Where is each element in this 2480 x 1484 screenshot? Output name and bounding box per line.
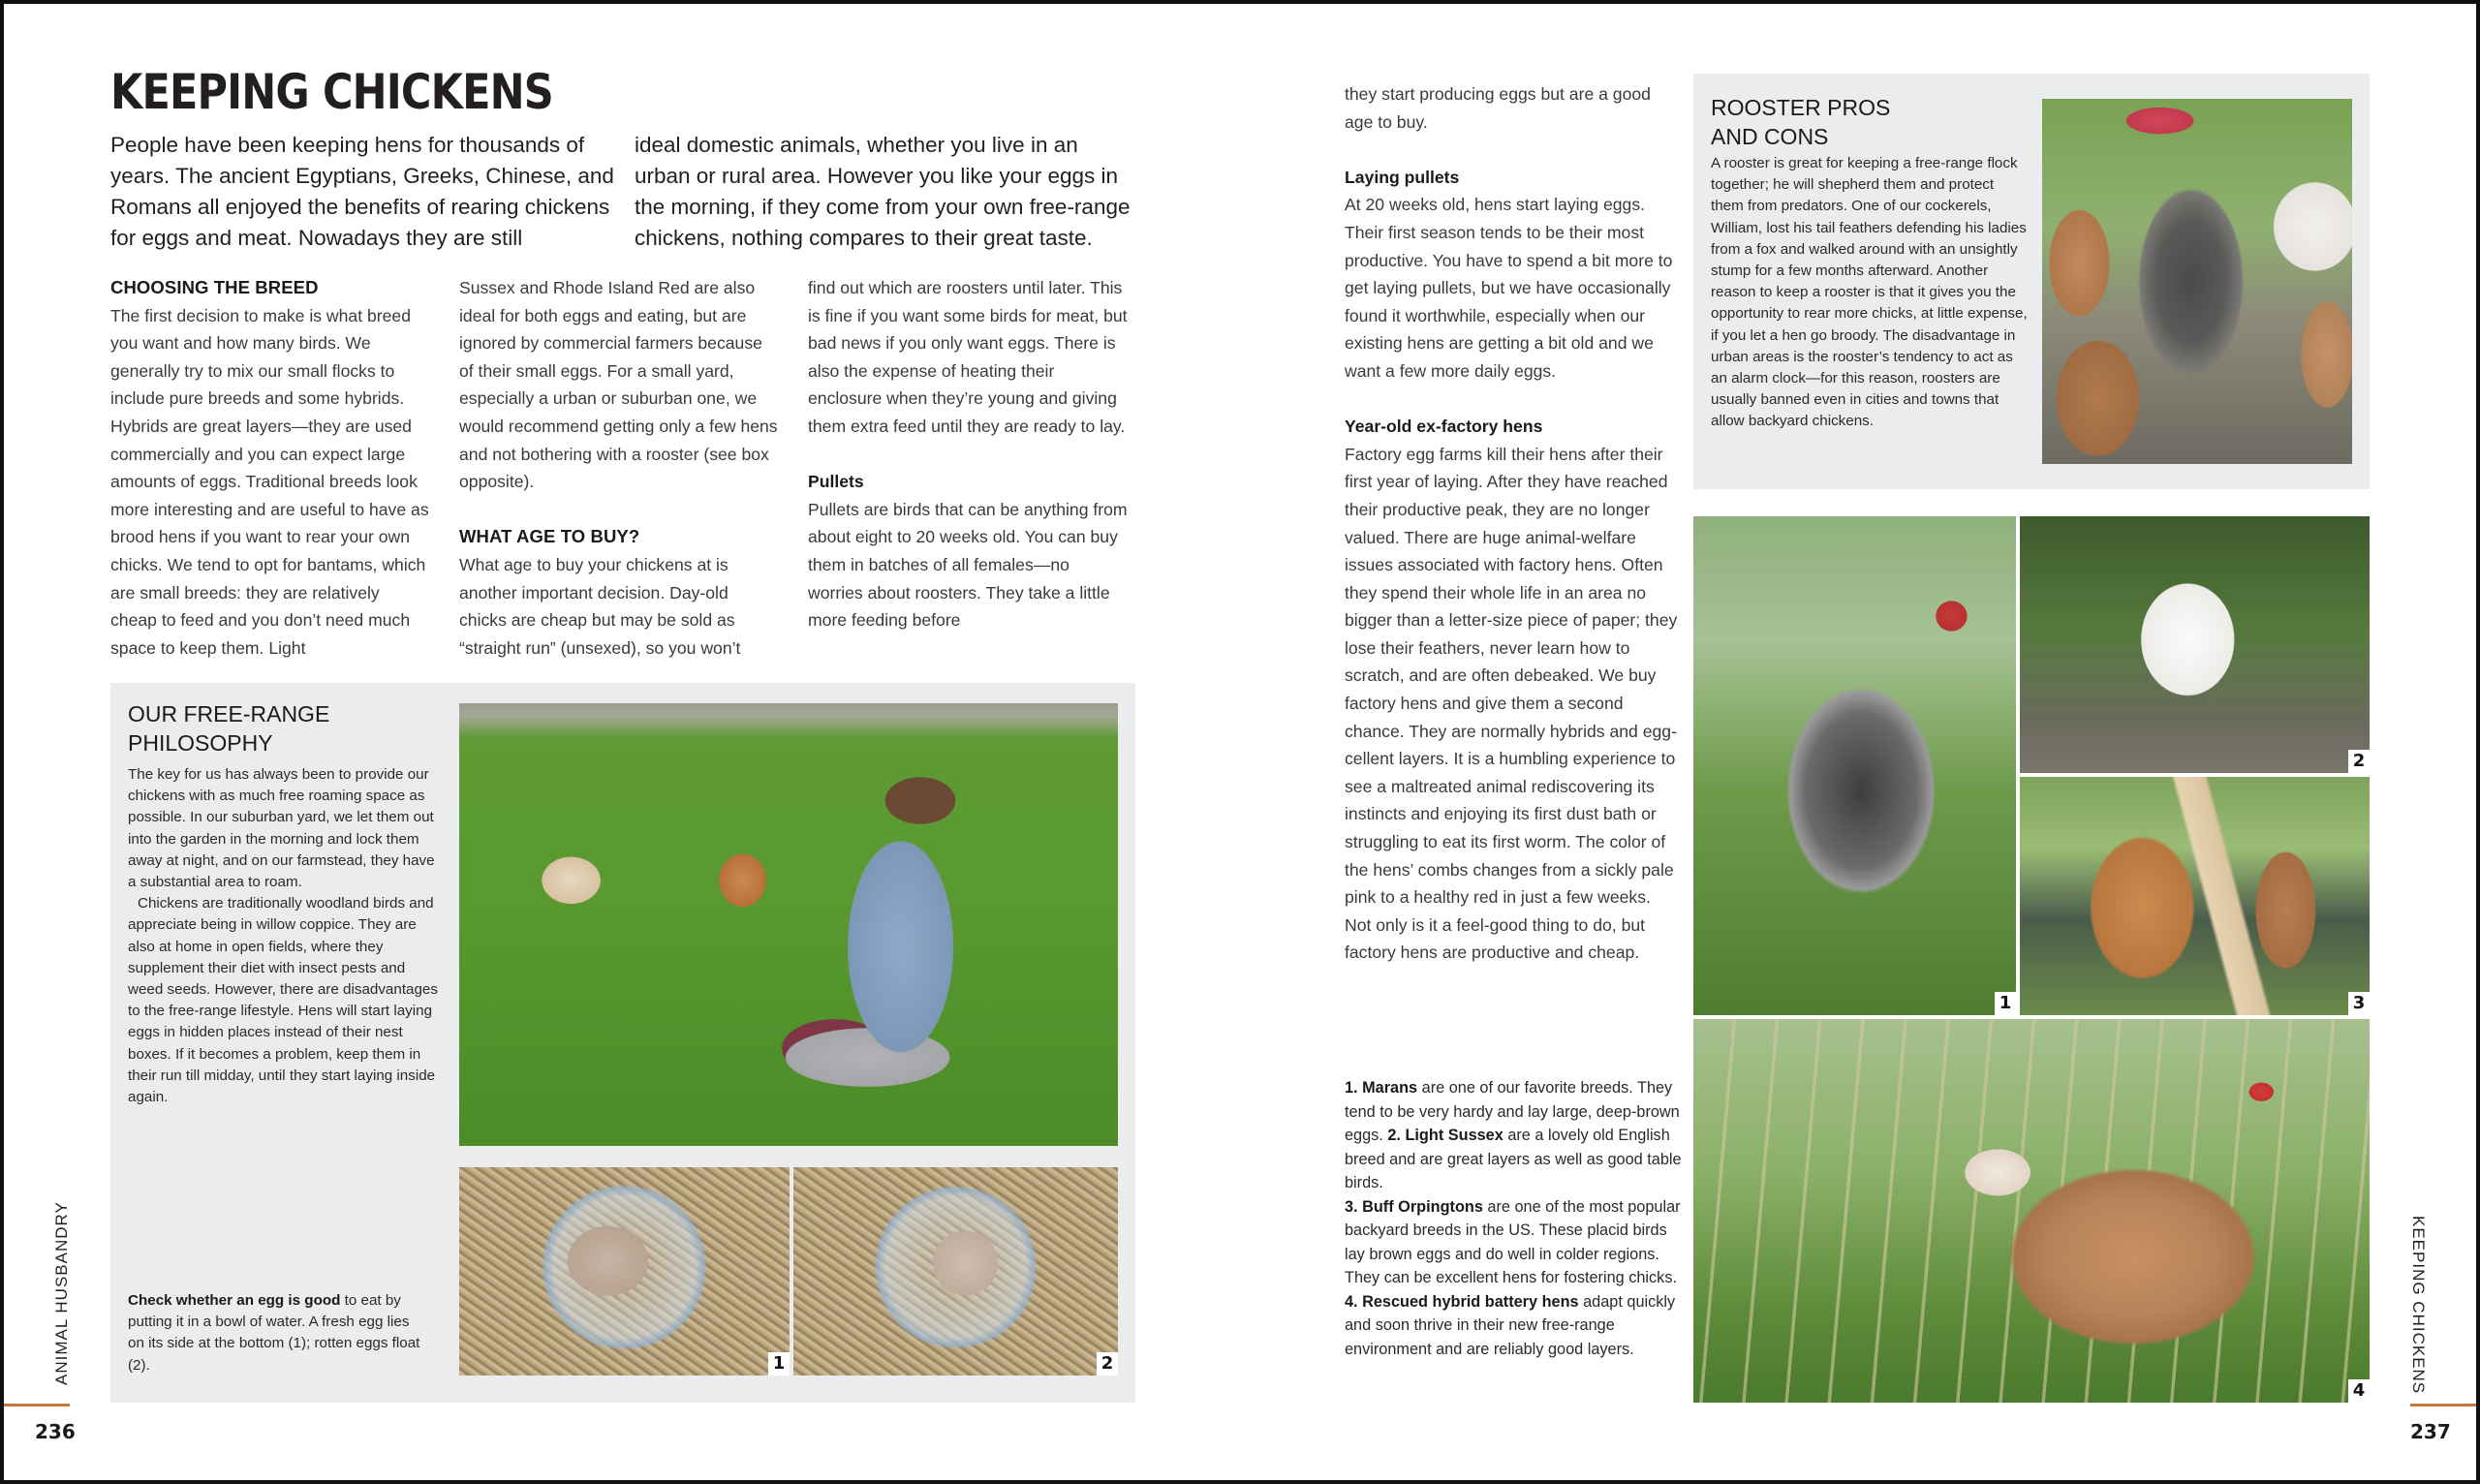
subsection-body-laying-pullets: At 20 weeks old, hens start laying eggs. Their first season tends to be their most productive. You have to spend a bit more to get laying pullets, but we have occasionally found it worthwhile, especially when our existing hens are getting a bit old and we want a few more daily eggs.	[1345, 195, 1673, 381]
light-sussex-hen-photo	[2020, 516, 2370, 773]
right-body-column	[1345, 80, 1682, 967]
photo-number-label: 2	[1097, 1352, 1118, 1376]
photo-number-label: 4	[2348, 1379, 2370, 1403]
marans-hen-photo	[1693, 516, 2016, 1015]
caption-text: are one of our favorite breeds. They tend to be very hardy and lay large, deep-brown eggs.	[1345, 1079, 1680, 1144]
egg-test-caption	[128, 1290, 428, 1376]
breed-captions	[1345, 1076, 1682, 1361]
subsection-body-pullets: Pullets are birds that can be anything from about eight to 20 weeks old. You can buy them in batches of all females—no worries about roosters. They take a little more feeding before	[808, 499, 1128, 631]
body-column-3	[808, 274, 1128, 634]
subheading-pullets: Pullets	[808, 472, 864, 492]
section-side-label-left: ANIMAL HUSBANDRY	[52, 1201, 71, 1385]
caption-text: are a lovely old English breed and are great layers as well as good table birds.	[1345, 1127, 1682, 1191]
caption-bold: 1. Marans	[1345, 1079, 1418, 1097]
body-column-1	[110, 274, 430, 662]
caption-bold: 2. Light Sussex	[1387, 1127, 1504, 1144]
fresh-egg-photo	[459, 1167, 790, 1376]
rooster-photo	[2042, 99, 2352, 464]
section-body-choosing-breed: The first decision to make is what breed you want and how many birds. We generally try to mix our small flocks to include pure breeds and some hybrids. Hybrids are great layers—they are used commercially and you can expect large amounts of eggs. Traditional breeds look more interesting and are useful to have as brood hens if you want to rear your own chicks. We tend to opt for bantams, which are small breeds: they are relatively cheap to feed and you don’t need much space to keep them. Light	[110, 305, 429, 658]
intro-paragraph-col2: ideal domestic animals, whether you live in an urban or rural area. However you like your eggs in the morning, if they come from your own free-range chickens, nothing compares to their great taste.	[635, 133, 1131, 250]
section-body-continued: Sussex and Rhode Island Red are also ideal for both eggs and eating, but are ignored by commercial farmers because of their small eggs. For a small yard, especially a urban or suburban one, we would recommend getting only a few hens and not bothering with a rooster (see box opposite).	[459, 278, 778, 492]
photo-number-label: 1	[1995, 992, 2016, 1015]
buff-orpington-hen-photo	[2020, 777, 2370, 1015]
man-with-chickens-photo	[459, 703, 1118, 1146]
section-side-label-right: KEEPING CHICKENS	[2409, 1216, 2428, 1395]
free-range-box-title: OUR FREE-RANGE PHILOSOPHY	[128, 701, 330, 756]
subsection-body-ex-factory-hens: Factory egg farms kill their hens after their first year of laying. After they have reached their productive peak, they are no longer valued. There are huge animal-welfare issues associated with factory hens. Often they spend their whole life in an area no bigger than a letter-size piece of paper; they lose their feathers, never learn how to scratch, and are often debeaked. We buy factory hens and give them a second chance. They are normally hybrids and egg-cellent layers. It is a humbling experience to see a maltreated animal rediscovering its instincts and enjoying its first dust bath or struggling to eat its first worm. The color of the hens’ combs changes from a sickly pale pink to a healthy red in just a few weeks. Not only is it a feel-good thing to do, but factory hens are productive and cheap.	[1345, 444, 1678, 963]
egg-test-caption-bold: Check whether an egg is good	[128, 1292, 341, 1309]
page-title: KEEPING CHICKENS	[110, 64, 553, 120]
free-range-para-1: The key for us has always been to provide our chickens with as much free roaming space as possible. In our suburban yard, we let them out into the garden in the morning and lock them away at night, and on our farmstead, they have a substantial area to roam.	[128, 766, 435, 891]
rescued-battery-hen-photo	[1693, 1019, 2370, 1403]
free-range-para-2: Chickens are traditionally woodland birds and appreciate being in willow coppice. They are also at home in open fields, where they supplement their diet with insect pests and weed seeds. However, there are disadvantages to the free-range lifestyle. Hens will start laying eggs in hidden places instead of their nest boxes. If it becomes a problem, keep them in their run till midday, until they start laying inside again.	[128, 895, 438, 1106]
subheading-laying-pullets: Laying pullets	[1345, 167, 1460, 187]
rooster-box-title: ROOSTER PROS AND CONS	[1711, 95, 1891, 149]
body-column-2	[459, 274, 779, 662]
page-number-right: 237	[2410, 1420, 2451, 1443]
footer-accent-rule-right	[2410, 1404, 2476, 1407]
intro-paragraph-col1: People have been keeping hens for thousands of years. The ancient Egyptians, Greeks, Chinese, and Romans all enjoyed the benefits of rearing chickens for eggs and meat. Nowadays they are still	[110, 133, 614, 250]
photo-number-label: 1	[768, 1352, 790, 1376]
caption-bold: 3. Buff Orpingtons	[1345, 1197, 1483, 1216]
rotten-egg-photo	[793, 1167, 1118, 1376]
breed-caption-2	[1345, 1127, 1682, 1191]
continued-text: they start producing eggs but are a good age to buy.	[1345, 84, 1651, 132]
section-heading-choosing-breed: CHOOSING THE BREED	[110, 277, 319, 297]
photo-number-label: 3	[2348, 992, 2370, 1015]
breed-caption-4	[1345, 1293, 1675, 1358]
subheading-ex-factory-hens: Year-old ex-factory hens	[1345, 417, 1543, 437]
section-body-continued: find out which are roosters until later. This is fine if you want some birds for meat, but bad news if you only want eggs. There is also the expense of heating their enclosure when they’re young and giving them extra feed until they are ready to lay.	[808, 278, 1128, 436]
section-body-what-age: What age to buy your chickens at is another important decision. Day-old chicks are cheap but may be sold as “straight run” (unsexed), so you won’t	[459, 554, 741, 658]
caption-text: adapt quickly and soon thrive in their new free-range environment and are reliably good layers.	[1345, 1292, 1676, 1358]
page-number-left: 236	[35, 1420, 76, 1443]
caption-bold: 4. Rescued hybrid battery hens	[1345, 1292, 1579, 1311]
section-heading-what-age: WHAT AGE TO BUY?	[459, 526, 640, 547]
breed-caption-3	[1345, 1198, 1681, 1287]
caption-text: are one of the most popular backyard breeds in the US. These placid birds lay brown eggs and do well in colder regions. They can be excellent hens for fostering chicks.	[1345, 1197, 1681, 1286]
photo-number-label: 2	[2348, 750, 2370, 773]
rooster-box-body: A rooster is great for keeping a free-range flock together; he will shepherd them and protect them from predators. One of our cockerels, William, lost his tail feathers defending his ladies from a fox and walked around with an unsightly stump for a few months afterward. Another reason to keep a rooster is that it gives you the opportunity to rear more chicks, at little expense, if you let a hen go broody. The disadvantage in urban areas is the rooster’s tendency to act as an alarm clock—for this reason, roosters are usually banned even in cities and towns that allow backyard chickens.	[1711, 155, 2028, 430]
footer-accent-rule-left	[4, 1404, 70, 1407]
free-range-box-body	[128, 764, 438, 1108]
egg-test-caption-text: to eat by putting it in a bowl of water. A fresh egg lies on its side at the bottom (1); rotten eggs float (2).	[128, 1292, 420, 1374]
